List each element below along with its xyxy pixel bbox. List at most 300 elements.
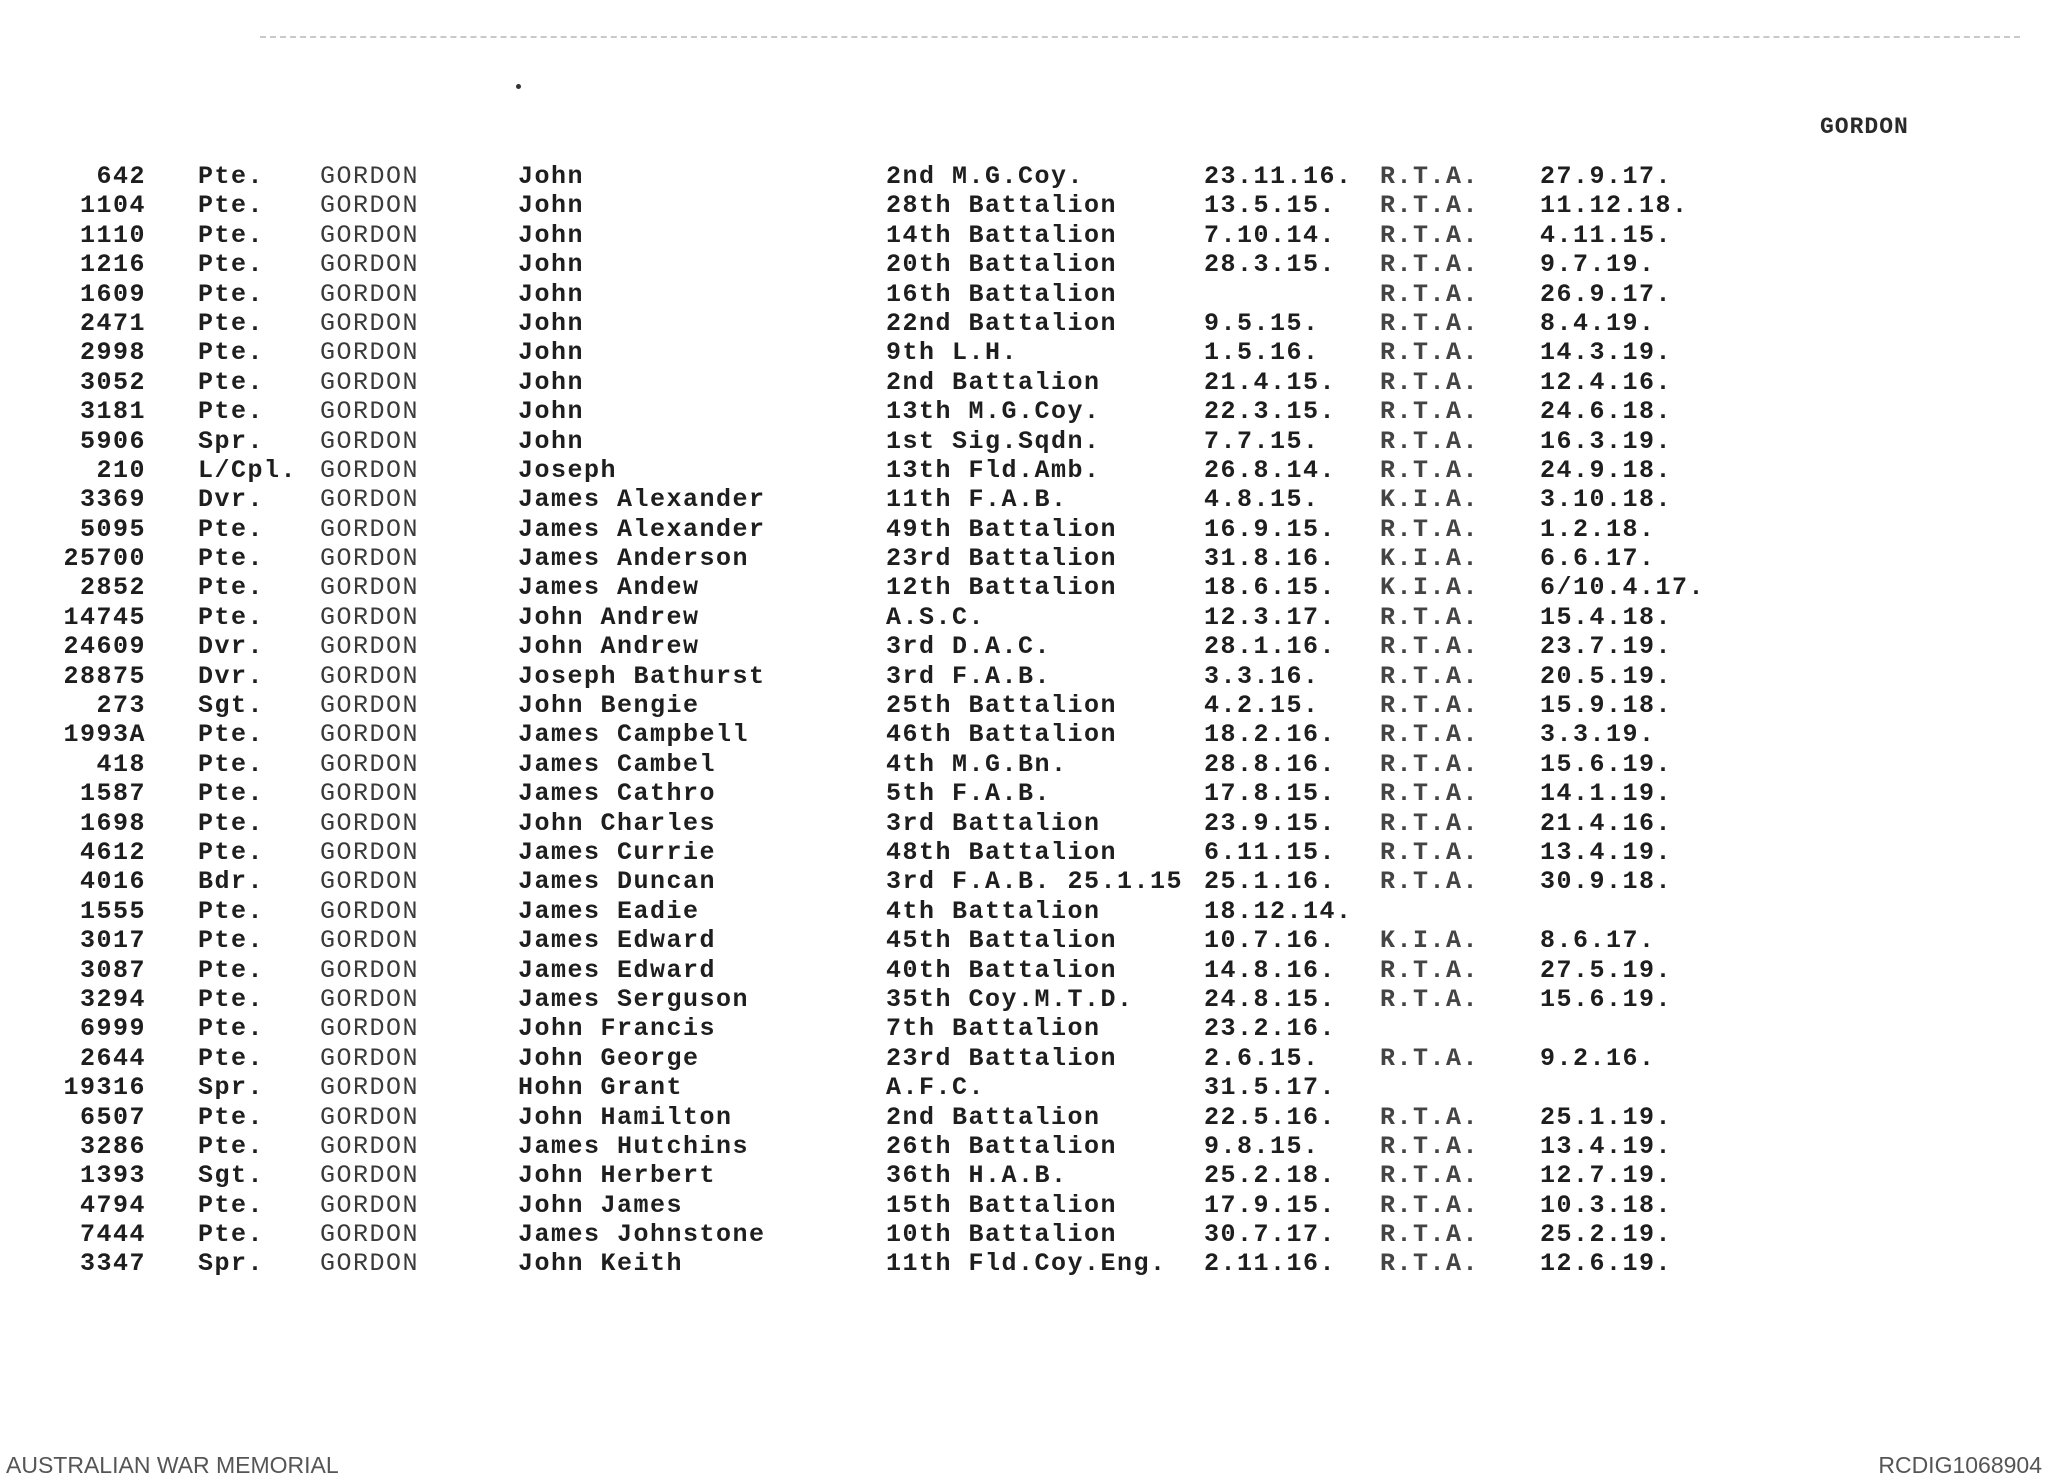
enlistment-date-cell: 30.7.17. bbox=[1204, 1220, 1337, 1250]
fate-cell: R.T.A. bbox=[1380, 691, 1480, 721]
given-names-cell: John Herbert bbox=[518, 1161, 717, 1191]
fate-cell: R.T.A. bbox=[1380, 1131, 1480, 1161]
given-names-cell: Hohn Grant bbox=[518, 1073, 684, 1103]
rank-cell: Spr. bbox=[198, 426, 265, 456]
surname-cell: GORDON bbox=[320, 749, 420, 779]
return-date-cell: 15.4.18. bbox=[1540, 602, 1673, 632]
return-date-cell: 11.12.18. bbox=[1540, 191, 1689, 221]
service-number-cell: 642 bbox=[96, 162, 146, 191]
return-date-cell: 16.3.19. bbox=[1540, 426, 1673, 456]
table-row bbox=[0, 985, 2048, 1014]
given-names-cell: John Francis bbox=[518, 1014, 717, 1044]
surname-cell: GORDON bbox=[320, 1014, 420, 1044]
table-row bbox=[0, 544, 2048, 573]
surname-cell: GORDON bbox=[320, 1190, 420, 1220]
unit-cell: 4th Battalion bbox=[886, 896, 1101, 926]
enlistment-date-cell: 16.9.15. bbox=[1204, 514, 1337, 544]
given-names-cell: John Andrew bbox=[518, 602, 700, 632]
given-names-cell: James Currie bbox=[518, 837, 717, 867]
enlistment-date-cell: 17.8.15. bbox=[1204, 779, 1337, 809]
service-number-cell: 1104 bbox=[79, 191, 146, 221]
return-date-cell: 8.6.17. bbox=[1540, 926, 1656, 956]
surname-cell: GORDON bbox=[320, 837, 420, 867]
table-row bbox=[0, 926, 2048, 955]
service-number-cell: 1609 bbox=[79, 279, 146, 309]
service-number-cell: 1110 bbox=[79, 220, 146, 250]
given-names-cell: John bbox=[518, 279, 585, 309]
enlistment-date-cell: 22.3.15. bbox=[1204, 397, 1337, 427]
unit-cell: 26th Battalion bbox=[886, 1131, 1118, 1161]
given-names-cell: James Cathro bbox=[518, 779, 717, 809]
rank-cell: Pte. bbox=[198, 1220, 265, 1250]
fate-cell: R.T.A. bbox=[1380, 191, 1480, 221]
enlistment-date-cell: 17.9.15. bbox=[1204, 1190, 1337, 1220]
fate-cell: R.T.A. bbox=[1380, 308, 1480, 338]
fate-cell: R.T.A. bbox=[1380, 426, 1480, 456]
surname-cell: GORDON bbox=[320, 896, 420, 926]
return-date-cell: 1.2.18. bbox=[1540, 514, 1656, 544]
given-names-cell: James Johnstone bbox=[518, 1220, 766, 1250]
surname-cell: GORDON bbox=[320, 220, 420, 250]
table-row bbox=[0, 662, 2048, 691]
fate-cell: R.T.A. bbox=[1380, 867, 1480, 897]
service-number-cell: 4016 bbox=[79, 867, 146, 897]
enlistment-date-cell: 3.3.16. bbox=[1204, 661, 1320, 691]
rank-cell: Pte. bbox=[198, 955, 265, 985]
unit-cell: 3rd F.A.B. 25.1.15 bbox=[886, 867, 1184, 897]
given-names-cell: James Alexander bbox=[518, 514, 766, 544]
table-row bbox=[0, 191, 2048, 220]
service-number-cell: 1393 bbox=[79, 1161, 146, 1191]
table-row bbox=[0, 603, 2048, 632]
return-date-cell: 15.6.19. bbox=[1540, 749, 1673, 779]
given-names-cell: John bbox=[518, 338, 585, 368]
return-date-cell: 3.10.18. bbox=[1540, 485, 1673, 515]
rank-cell: Pte. bbox=[198, 984, 265, 1014]
rank-cell: Pte. bbox=[198, 573, 265, 603]
rank-cell: Pte. bbox=[198, 1131, 265, 1161]
service-number-cell: 7444 bbox=[79, 1220, 146, 1250]
enlistment-date-cell: 10.7.16. bbox=[1204, 926, 1337, 956]
unit-cell: 2nd M.G.Coy. bbox=[886, 162, 1085, 191]
service-number-cell: 2852 bbox=[79, 573, 146, 603]
rank-cell: Dvr. bbox=[198, 485, 265, 515]
enlistment-date-cell: 28.1.16. bbox=[1204, 632, 1337, 662]
given-names-cell: James Serguson bbox=[518, 984, 750, 1014]
surname-cell: GORDON bbox=[320, 573, 420, 603]
surname-cell: GORDON bbox=[320, 514, 420, 544]
rank-cell: Pte. bbox=[198, 367, 265, 397]
enlistment-date-cell: 28.3.15. bbox=[1204, 250, 1337, 280]
fate-cell: R.T.A. bbox=[1380, 338, 1480, 368]
table-row bbox=[0, 485, 2048, 514]
return-date-cell: 27.9.17. bbox=[1540, 162, 1673, 191]
table-row bbox=[0, 1044, 2048, 1073]
return-date-cell: 13.4.19. bbox=[1540, 837, 1673, 867]
return-date-cell: 25.1.19. bbox=[1540, 1102, 1673, 1132]
return-date-cell: 14.1.19. bbox=[1540, 779, 1673, 809]
surname-cell: GORDON bbox=[320, 397, 420, 427]
surname-cell: GORDON bbox=[320, 808, 420, 838]
surname-cell: GORDON bbox=[320, 867, 420, 897]
table-row bbox=[0, 1191, 2048, 1220]
given-names-cell: James Edward bbox=[518, 926, 717, 956]
fate-cell: R.T.A. bbox=[1380, 1220, 1480, 1250]
enlistment-date-cell: 28.8.16. bbox=[1204, 749, 1337, 779]
surname-cell: GORDON bbox=[320, 602, 420, 632]
service-number-cell: 19316 bbox=[63, 1073, 146, 1103]
surname-header: GORDON bbox=[1820, 114, 1909, 140]
return-date-cell: 12.4.16. bbox=[1540, 367, 1673, 397]
table-row bbox=[0, 1249, 2048, 1278]
return-date-cell: 10.3.18. bbox=[1540, 1190, 1673, 1220]
unit-cell: 35th Coy.M.T.D. bbox=[886, 984, 1134, 1014]
enlistment-date-cell: 23.11.16. bbox=[1204, 162, 1353, 191]
enlistment-date-cell: 1.5.16. bbox=[1204, 338, 1320, 368]
surname-cell: GORDON bbox=[320, 955, 420, 985]
unit-cell: 23rd Battalion bbox=[886, 1043, 1118, 1073]
rank-cell: Pte. bbox=[198, 896, 265, 926]
service-number-cell: 3286 bbox=[79, 1131, 146, 1161]
return-date-cell: 6.6.17. bbox=[1540, 544, 1656, 574]
table-row bbox=[0, 956, 2048, 985]
given-names-cell: John bbox=[518, 426, 585, 456]
unit-cell: 3rd D.A.C. bbox=[886, 632, 1052, 662]
enlistment-date-cell: 2.6.15. bbox=[1204, 1043, 1320, 1073]
service-number-cell: 3369 bbox=[79, 485, 146, 515]
given-names-cell: Joseph Bathurst bbox=[518, 661, 766, 691]
rank-cell: Pte. bbox=[198, 837, 265, 867]
given-names-cell: James Hutchins bbox=[518, 1131, 750, 1161]
rank-cell: Sgt. bbox=[198, 691, 265, 721]
table-row bbox=[0, 750, 2048, 779]
enlistment-date-cell: 12.3.17. bbox=[1204, 602, 1337, 632]
fate-cell: K.I.A. bbox=[1380, 485, 1480, 515]
unit-cell: 15th Battalion bbox=[886, 1190, 1118, 1220]
surname-cell: GORDON bbox=[320, 691, 420, 721]
rank-cell: Sgt. bbox=[198, 1161, 265, 1191]
return-date-cell: 15.6.19. bbox=[1540, 984, 1673, 1014]
table-row bbox=[0, 456, 2048, 485]
enlistment-date-cell: 18.2.16. bbox=[1204, 720, 1337, 750]
unit-cell: 13th Fld.Amb. bbox=[886, 455, 1101, 485]
return-date-cell: 15.9.18. bbox=[1540, 691, 1673, 721]
unit-cell: 28th Battalion bbox=[886, 191, 1118, 221]
return-date-cell: 30.9.18. bbox=[1540, 867, 1673, 897]
fate-cell: R.T.A. bbox=[1380, 1190, 1480, 1220]
fate-cell: K.I.A. bbox=[1380, 544, 1480, 574]
fate-cell: R.T.A. bbox=[1380, 279, 1480, 309]
given-names-cell: John Hamilton bbox=[518, 1102, 733, 1132]
fate-cell: R.T.A. bbox=[1380, 779, 1480, 809]
surname-cell: GORDON bbox=[320, 984, 420, 1014]
return-date-cell: 4.11.15. bbox=[1540, 220, 1673, 250]
surname-cell: GORDON bbox=[320, 926, 420, 956]
surname-cell: GORDON bbox=[320, 1161, 420, 1191]
surname-cell: GORDON bbox=[320, 1043, 420, 1073]
table-row bbox=[0, 867, 2048, 896]
surname-cell: GORDON bbox=[320, 367, 420, 397]
return-date-cell: 27.5.19. bbox=[1540, 955, 1673, 985]
service-number-cell: 4794 bbox=[79, 1190, 146, 1220]
unit-cell: 11th F.A.B. bbox=[886, 485, 1068, 515]
rank-cell: Pte. bbox=[198, 779, 265, 809]
enlistment-date-cell: 31.5.17. bbox=[1204, 1073, 1337, 1103]
table-row bbox=[0, 162, 2048, 191]
given-names-cell: James Duncan bbox=[518, 867, 717, 897]
service-number-cell: 418 bbox=[96, 749, 146, 779]
unit-cell: 49th Battalion bbox=[886, 514, 1118, 544]
table-row bbox=[0, 515, 2048, 544]
surname-cell: GORDON bbox=[320, 308, 420, 338]
rank-cell: Dvr. bbox=[198, 661, 265, 691]
unit-cell: 25th Battalion bbox=[886, 691, 1118, 721]
service-number-cell: 3347 bbox=[79, 1249, 146, 1279]
ink-speck bbox=[516, 84, 521, 89]
service-number-cell: 3181 bbox=[79, 397, 146, 427]
enlistment-date-cell: 6.11.15. bbox=[1204, 837, 1337, 867]
given-names-cell: John Bengie bbox=[518, 691, 700, 721]
return-date-cell: 26.9.17. bbox=[1540, 279, 1673, 309]
return-date-cell: 25.2.19. bbox=[1540, 1220, 1673, 1250]
unit-cell: A.S.C. bbox=[886, 602, 986, 632]
fate-cell: R.T.A. bbox=[1380, 1161, 1480, 1191]
table-row bbox=[0, 1220, 2048, 1249]
service-number-cell: 5095 bbox=[79, 514, 146, 544]
service-number-cell: 6507 bbox=[79, 1102, 146, 1132]
fate-cell: R.T.A. bbox=[1380, 955, 1480, 985]
enlistment-date-cell: 25.2.18. bbox=[1204, 1161, 1337, 1191]
return-date-cell: 13.4.19. bbox=[1540, 1131, 1673, 1161]
table-row bbox=[0, 1103, 2048, 1132]
enlistment-date-cell: 4.2.15. bbox=[1204, 691, 1320, 721]
table-row bbox=[0, 338, 2048, 367]
enlistment-date-cell: 26.8.14. bbox=[1204, 455, 1337, 485]
table-row bbox=[0, 632, 2048, 661]
rank-cell: Spr. bbox=[198, 1073, 265, 1103]
fate-cell: R.T.A. bbox=[1380, 162, 1480, 191]
surname-cell: GORDON bbox=[320, 485, 420, 515]
rank-cell: Pte. bbox=[198, 808, 265, 838]
table-row bbox=[0, 1073, 2048, 1102]
return-date-cell: 21.4.16. bbox=[1540, 808, 1673, 838]
nominal-roll-list bbox=[0, 162, 2048, 1279]
rank-cell: Pte. bbox=[198, 1043, 265, 1073]
surname-cell: GORDON bbox=[320, 1102, 420, 1132]
rank-cell: Pte. bbox=[198, 338, 265, 368]
given-names-cell: John bbox=[518, 367, 585, 397]
table-row bbox=[0, 280, 2048, 309]
fate-cell: R.T.A. bbox=[1380, 250, 1480, 280]
return-date-cell: 12.6.19. bbox=[1540, 1249, 1673, 1279]
given-names-cell: John Andrew bbox=[518, 632, 700, 662]
rank-cell: Pte. bbox=[198, 544, 265, 574]
rank-cell: Spr. bbox=[198, 1249, 265, 1279]
enlistment-date-cell: 9.8.15. bbox=[1204, 1131, 1320, 1161]
given-names-cell: James Campbell bbox=[518, 720, 750, 750]
return-date-cell: 8.4.19. bbox=[1540, 308, 1656, 338]
service-number-cell: 273 bbox=[96, 691, 146, 721]
service-number-cell: 5906 bbox=[79, 426, 146, 456]
surname-cell: GORDON bbox=[320, 632, 420, 662]
service-number-cell: 14745 bbox=[63, 602, 146, 632]
service-number-cell: 210 bbox=[96, 455, 146, 485]
unit-cell: 5th F.A.B. bbox=[886, 779, 1052, 809]
enlistment-date-cell: 18.12.14. bbox=[1204, 896, 1353, 926]
service-number-cell: 28875 bbox=[63, 661, 146, 691]
table-row bbox=[0, 221, 2048, 250]
return-date-cell: 14.3.19. bbox=[1540, 338, 1673, 368]
return-date-cell: 24.6.18. bbox=[1540, 397, 1673, 427]
unit-cell: 1st Sig.Sqdn. bbox=[886, 426, 1101, 456]
service-number-cell: 25700 bbox=[63, 544, 146, 574]
service-number-cell: 4612 bbox=[79, 837, 146, 867]
rank-cell: Pte. bbox=[198, 514, 265, 544]
unit-cell: 14th Battalion bbox=[886, 220, 1118, 250]
rank-cell: Pte. bbox=[198, 749, 265, 779]
rank-cell: Pte. bbox=[198, 220, 265, 250]
surname-cell: GORDON bbox=[320, 1249, 420, 1279]
unit-cell: 45th Battalion bbox=[886, 926, 1118, 956]
fate-cell: R.T.A. bbox=[1380, 455, 1480, 485]
rank-cell: Pte. bbox=[198, 162, 265, 191]
service-number-cell: 3294 bbox=[79, 984, 146, 1014]
rank-cell: Pte. bbox=[198, 926, 265, 956]
unit-cell: 11th Fld.Coy.Eng. bbox=[886, 1249, 1167, 1279]
enlistment-date-cell: 9.5.15. bbox=[1204, 308, 1320, 338]
given-names-cell: James Andew bbox=[518, 573, 700, 603]
unit-cell: 40th Battalion bbox=[886, 955, 1118, 985]
fate-cell: R.T.A. bbox=[1380, 602, 1480, 632]
return-date-cell: 9.2.16. bbox=[1540, 1043, 1656, 1073]
service-number-cell: 6999 bbox=[79, 1014, 146, 1044]
service-number-cell: 2644 bbox=[79, 1043, 146, 1073]
enlistment-date-cell: 7.7.15. bbox=[1204, 426, 1320, 456]
given-names-cell: John James bbox=[518, 1190, 684, 1220]
rank-cell: Pte. bbox=[198, 602, 265, 632]
rank-cell: Pte. bbox=[198, 397, 265, 427]
footer-source: AUSTRALIAN WAR MEMORIAL bbox=[6, 1452, 339, 1478]
enlistment-date-cell: 2.11.16. bbox=[1204, 1249, 1337, 1279]
rank-cell: Pte. bbox=[198, 279, 265, 309]
rank-cell: Pte. bbox=[198, 1102, 265, 1132]
enlistment-date-cell: 22.5.16. bbox=[1204, 1102, 1337, 1132]
rank-cell: Pte. bbox=[198, 1190, 265, 1220]
return-date-cell: 12.7.19. bbox=[1540, 1161, 1673, 1191]
given-names-cell: John bbox=[518, 162, 585, 191]
surname-cell: GORDON bbox=[320, 779, 420, 809]
enlistment-date-cell: 7.10.14. bbox=[1204, 220, 1337, 250]
service-number-cell: 1698 bbox=[79, 808, 146, 838]
fate-cell: R.T.A. bbox=[1380, 837, 1480, 867]
enlistment-date-cell: 23.2.16. bbox=[1204, 1014, 1337, 1044]
table-row bbox=[0, 309, 2048, 338]
unit-cell: 7th Battalion bbox=[886, 1014, 1101, 1044]
surname-cell: GORDON bbox=[320, 661, 420, 691]
table-row bbox=[0, 368, 2048, 397]
return-date-cell: 9.7.19. bbox=[1540, 250, 1656, 280]
table-row bbox=[0, 427, 2048, 456]
enlistment-date-cell: 23.9.15. bbox=[1204, 808, 1337, 838]
unit-cell: 20th Battalion bbox=[886, 250, 1118, 280]
given-names-cell: James Edward bbox=[518, 955, 717, 985]
given-names-cell: James Anderson bbox=[518, 544, 750, 574]
service-number-cell: 24609 bbox=[63, 632, 146, 662]
rank-cell: Pte. bbox=[198, 720, 265, 750]
unit-cell: A.F.C. bbox=[886, 1073, 986, 1103]
return-date-cell: 6/10.4.17. bbox=[1540, 573, 1706, 603]
service-number-cell: 3087 bbox=[79, 955, 146, 985]
service-number-cell: 2998 bbox=[79, 338, 146, 368]
fate-cell: R.T.A. bbox=[1380, 661, 1480, 691]
given-names-cell: John Keith bbox=[518, 1249, 684, 1279]
fate-cell: R.T.A. bbox=[1380, 749, 1480, 779]
table-row bbox=[0, 809, 2048, 838]
service-number-cell: 1587 bbox=[79, 779, 146, 809]
surname-cell: GORDON bbox=[320, 162, 420, 191]
service-number-cell: 1993A bbox=[63, 720, 146, 750]
table-row bbox=[0, 779, 2048, 808]
fate-cell: K.I.A. bbox=[1380, 573, 1480, 603]
unit-cell: 2nd Battalion bbox=[886, 1102, 1101, 1132]
enlistment-date-cell: 24.8.15. bbox=[1204, 984, 1337, 1014]
table-row bbox=[0, 720, 2048, 749]
enlistment-date-cell: 31.8.16. bbox=[1204, 544, 1337, 574]
table-row bbox=[0, 838, 2048, 867]
unit-cell: 9th L.H. bbox=[886, 338, 1019, 368]
fate-cell: R.T.A. bbox=[1380, 514, 1480, 544]
fate-cell: R.T.A. bbox=[1380, 397, 1480, 427]
unit-cell: 4th M.G.Bn. bbox=[886, 749, 1068, 779]
service-number-cell: 2471 bbox=[79, 308, 146, 338]
given-names-cell: James Cambel bbox=[518, 749, 717, 779]
given-names-cell: John Charles bbox=[518, 808, 717, 838]
return-date-cell: 20.5.19. bbox=[1540, 661, 1673, 691]
fate-cell: R.T.A. bbox=[1380, 808, 1480, 838]
surname-cell: GORDON bbox=[320, 338, 420, 368]
fate-cell: R.T.A. bbox=[1380, 367, 1480, 397]
unit-cell: 3rd Battalion bbox=[886, 808, 1101, 838]
unit-cell: 48th Battalion bbox=[886, 837, 1118, 867]
rank-cell: Dvr. bbox=[198, 632, 265, 662]
surname-cell: GORDON bbox=[320, 426, 420, 456]
enlistment-date-cell: 21.4.15. bbox=[1204, 367, 1337, 397]
unit-cell: 12th Battalion bbox=[886, 573, 1118, 603]
fate-cell: R.T.A. bbox=[1380, 1249, 1480, 1279]
rank-cell: Pte. bbox=[198, 250, 265, 280]
unit-cell: 16th Battalion bbox=[886, 279, 1118, 309]
fate-cell: R.T.A. bbox=[1380, 1102, 1480, 1132]
surname-cell: GORDON bbox=[320, 1220, 420, 1250]
table-row bbox=[0, 897, 2048, 926]
enlistment-date-cell: 18.6.15. bbox=[1204, 573, 1337, 603]
unit-cell: 13th M.G.Coy. bbox=[886, 397, 1101, 427]
footer-id: RCDIG1068904 bbox=[1878, 1452, 2042, 1478]
unit-cell: 46th Battalion bbox=[886, 720, 1118, 750]
surname-cell: GORDON bbox=[320, 1073, 420, 1103]
service-number-cell: 1216 bbox=[79, 250, 146, 280]
given-names-cell: John bbox=[518, 308, 585, 338]
unit-cell: 10th Battalion bbox=[886, 1220, 1118, 1250]
fate-cell: R.T.A. bbox=[1380, 632, 1480, 662]
unit-cell: 2nd Battalion bbox=[886, 367, 1101, 397]
rank-cell: Pte. bbox=[198, 308, 265, 338]
table-row bbox=[0, 1161, 2048, 1190]
surname-cell: GORDON bbox=[320, 720, 420, 750]
enlistment-date-cell: 25.1.16. bbox=[1204, 867, 1337, 897]
fate-cell: R.T.A. bbox=[1380, 720, 1480, 750]
fate-cell: R.T.A. bbox=[1380, 220, 1480, 250]
